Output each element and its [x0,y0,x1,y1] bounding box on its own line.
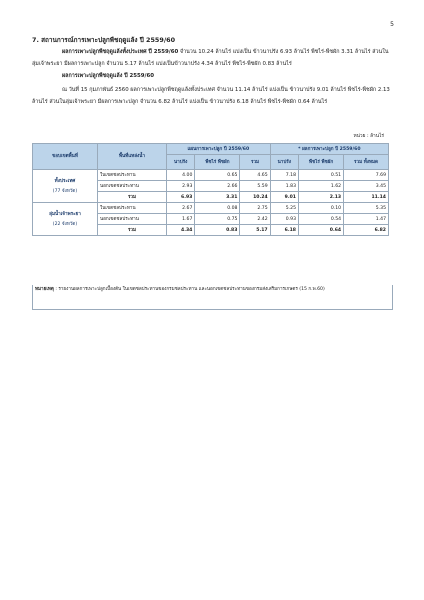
cell: 3.31 [195,192,240,203]
region-sub: (22 จังหวัด) [52,221,78,227]
row-label: รวม [98,192,167,203]
cell: 7.69 [344,170,389,181]
crop-table [32,143,389,236]
cell: 0.08 [195,203,240,214]
col-region-header: ขอบเขตพื้นที่ [33,144,98,170]
region-sub: (77 จังหวัด) [52,188,78,194]
cell: 2.42 [240,214,270,225]
paragraph-plan-text: จำนวน 10.24 ล้านไร่ แบ่งเป็น ข้าวนาปรัง 6.93 ล้านไร่ พืชไร่-พืชผัก 3.31 ล้านไร่ ส่วนในลุ่มเจ้าพระยา มีผลการเพาะปลูก จำนวน 5.17 ล้านไร่ แบ่งเป็นข้าวนาปรัง 4.34 ล้านไร่ พืชไร่-พืชผัก 0.83 ล้านไร่ [32,49,389,67]
page-number: 5 [390,21,394,28]
paragraph-result-lead: ผลการเพาะปลูกพืชฤดูแล้ง ปี 2559/60 [62,73,154,79]
plan-total-header: รวม [240,155,270,170]
cell: 5.17 [240,225,270,236]
cell: 0.93 [270,214,298,225]
paragraph-plan-lead: ผลการเพาะปลูกพืชฤดูแล้งทั้งประเทศ ปี 2559/60 [62,49,179,55]
cell: 4.34 [167,225,195,236]
cell: 5.59 [240,181,270,192]
paragraph-plan [32,46,394,70]
unit-label: หน่วย : ล้านไร่ [353,134,384,139]
row-label: ในเขตชลประทาน [98,170,167,181]
region-name: ทั้งประเทศ [54,178,76,184]
result-group-header: * ผลการเพาะปลูก ปี 2559/60 [270,144,388,155]
result-crops-header: พืชไร่ พืชผัก [299,155,344,170]
row-label: ในเขตชลประทาน [98,203,167,214]
cell: 6.82 [344,225,389,236]
row-label: นอกเขตชลประทาน [98,214,167,225]
table-row [33,170,389,181]
table-row [33,203,389,214]
cell: 2.13 [299,192,344,203]
cell: 4.65 [240,170,270,181]
cell: 11.14 [344,192,389,203]
cell: 6.93 [167,192,195,203]
cell: 6.18 [270,225,298,236]
cell: 0.83 [195,225,240,236]
cell: 7.18 [270,170,298,181]
paragraph-result-text: ณ วันที่ 15 กุมภาพันธ์ 2560 ผลการเพาะปลูกพืชฤดูแล้งทั้งประเทศ จำนวน 11.14 ล้านไร่ แบ่งเป็น ข้าวนาปรัง 9.01 ล้านไร่ พืชไร่-พืชผัก 2.13 ล้านไร่ ส่วนในลุ่มเจ้าพระยา มีผลการเพาะปลูก จำนวน 6.82 ล้านไร่ แบ่งเป็น ข้าวนาปรัง 6.18 ล้านไร่ พืชไร่-พืชผัก 0.64 ล้านไร่ [32,87,390,105]
plan-rice-header: นาปรัง [167,155,195,170]
cell: 0.10 [299,203,344,214]
cell: 0.54 [299,214,344,225]
cell: 4.00 [167,170,195,181]
region-cell [33,170,98,203]
cell: 5.25 [270,203,298,214]
region-cell [33,203,98,236]
plan-crops-header: พืชไร่ พืชผัก [195,155,240,170]
result-total-header: รวม ทั้งหมด [344,155,389,170]
plan-group-header: แผนการเพาะปลูก ปี 2559/60 [167,144,271,155]
note-label: หมายเหตุ [35,287,54,292]
cell: 0.51 [299,170,344,181]
table-note [32,285,393,310]
row-label: รวม [98,225,167,236]
cell: 0.65 [195,170,240,181]
cell: 2.67 [167,203,195,214]
cell: 0.64 [299,225,344,236]
result-rice-header: นาปรัง [270,155,298,170]
paragraph-result-heading-wrap [32,70,394,82]
cell: 1.67 [167,214,195,225]
cell: 3.45 [344,181,389,192]
row-label: นอกเขตชลประทาน [98,181,167,192]
note-text: : รายงานผลการเพาะปลูกเบื้องต้น ในเขตชลประทานของกรมชลประทาน และนอกเขตชลประทานของกรมส่งเสริมการเกษตร (15 ก.พ.60) [53,287,325,292]
cell: 0.75 [195,214,240,225]
col-area-header: พื้นที่แหล่งน้ำ [98,144,167,170]
cell: 2.75 [240,203,270,214]
cell: 2.93 [167,181,195,192]
region-name: ลุ่มน้ำเจ้าพระยา [49,211,81,217]
paragraph-result [32,84,394,108]
section-heading: 7. สถานการณ์การเพาะปลูกพืชฤดูแล้ง ปี 2559/60 [32,36,176,44]
cell: 1.62 [299,181,344,192]
cell: 1.83 [270,181,298,192]
cell: 9.01 [270,192,298,203]
cell: 10.24 [240,192,270,203]
cell: 2.66 [195,181,240,192]
cell: 5.35 [344,203,389,214]
cell: 1.47 [344,214,389,225]
